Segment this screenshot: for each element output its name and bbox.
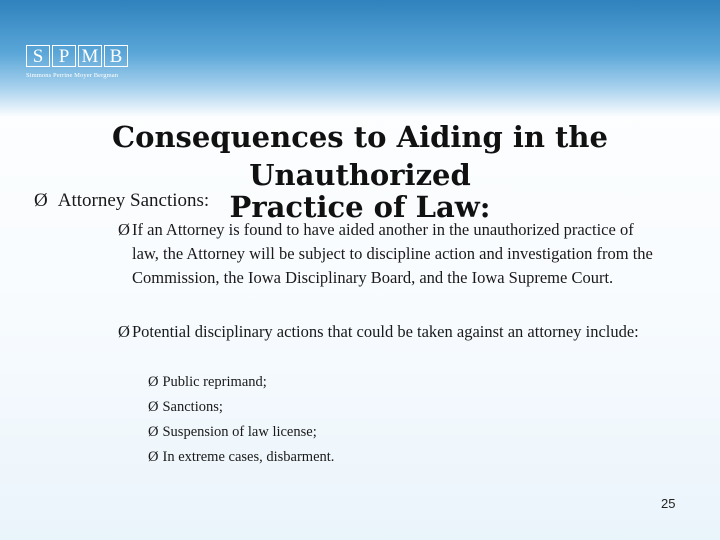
- title-line-2: Practice of Law:: [229, 190, 491, 224]
- sub-bullet-disciplinary-actions: [118, 320, 658, 344]
- action-item: [148, 449, 334, 466]
- sub-bullet-consequence: [118, 218, 658, 290]
- page-number: 25: [661, 496, 676, 511]
- arrow-bullet-icon: Ø: [148, 449, 159, 465]
- arrow-bullet-icon: Ø: [118, 322, 130, 341]
- arrow-bullet-icon: Ø: [118, 220, 130, 239]
- sub-bullet-text: If an Attorney is found to have aided another in the unauthorized practice of law, the Attorney will be subject to discipline action and investigation from the Commission, the Iowa Disciplinary Board, and the Iowa Supreme Court.: [132, 220, 653, 287]
- action-text: Suspension of law license;: [162, 424, 317, 440]
- arrow-bullet-icon: Ø: [34, 190, 48, 211]
- action-text: Public reprimand;: [162, 374, 267, 390]
- sub-bullet-text: Potential disciplinary actions that could be taken against an attorney include:: [132, 322, 639, 341]
- bullet-attorney-sanctions: [34, 190, 209, 212]
- logo-letter: S: [26, 45, 50, 67]
- logo-letter: P: [52, 45, 76, 67]
- title-line-1: Consequences to Aiding in the Unauthorized: [112, 120, 608, 192]
- action-text: Sanctions;: [162, 399, 223, 415]
- bullet-text: Attorney Sanctions:: [57, 190, 210, 211]
- arrow-bullet-icon: Ø: [148, 424, 159, 440]
- logo-letter: B: [104, 45, 128, 67]
- arrow-bullet-icon: Ø: [148, 374, 159, 390]
- action-text: In extreme cases, disbarment.: [162, 449, 335, 465]
- company-logo: [26, 45, 130, 87]
- action-item: [148, 374, 267, 391]
- arrow-bullet-icon: Ø: [148, 399, 159, 415]
- action-item: [148, 424, 317, 441]
- action-item: [148, 399, 223, 416]
- logo-letters: [26, 45, 130, 67]
- logo-letter: M: [78, 45, 102, 67]
- logo-tagline: Simmons Perrine Moyer Bergman: [26, 72, 119, 79]
